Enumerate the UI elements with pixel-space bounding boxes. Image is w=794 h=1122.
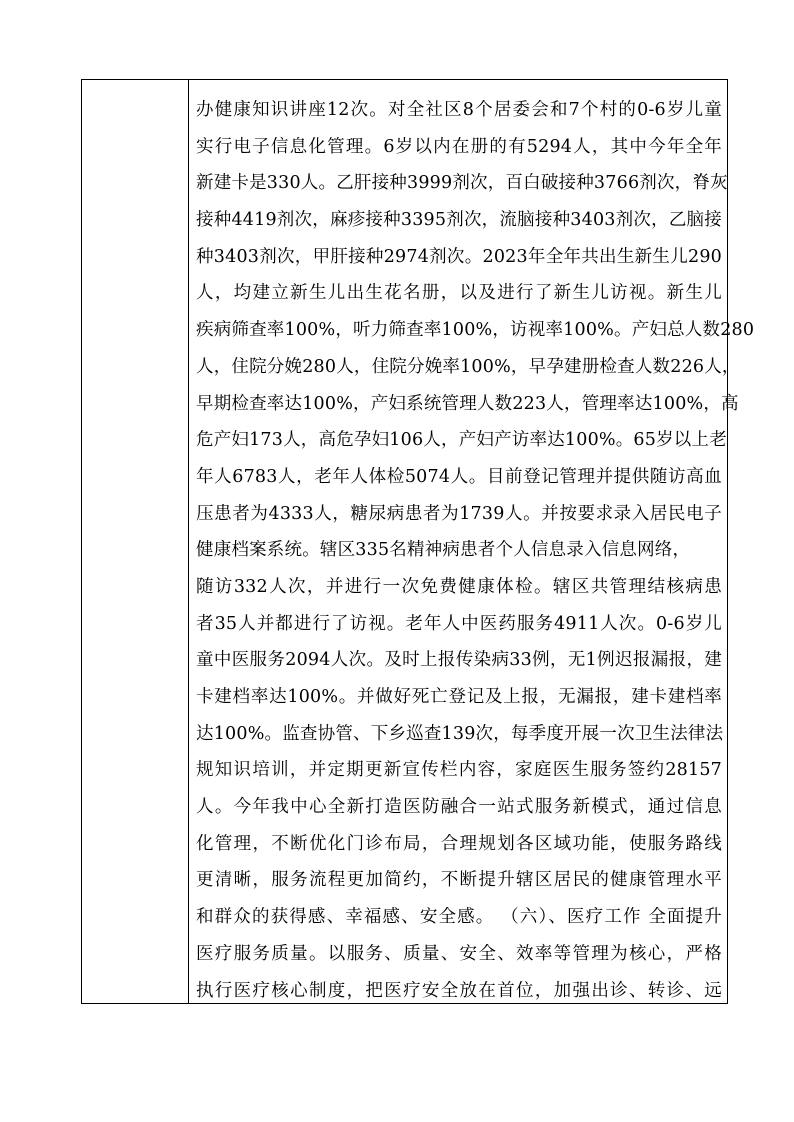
text-line: 种3403剂次，甲肝接种2974剂次。2023年全年共出生新生儿290 — [196, 246, 722, 267]
text-line: 人，住院分娩280人，住院分娩率100%，早孕建册检查人数226人， — [196, 356, 740, 377]
text-line: 医疗服务质量。以服务、质量、安全、效率等管理为核心，严格 — [196, 943, 722, 964]
text-line: 早期检查率达100%，产妇系统管理人数223人，管理率达100%，高 — [196, 393, 739, 414]
text-line: 童中医服务2094人次。及时上报传染病33例，无1例迟报漏报，建 — [196, 650, 722, 671]
text-line: 化管理，不断优化门诊布局，合理规划各区域功能，使服务路线 — [196, 833, 722, 854]
text-line: 办健康知识讲座12次。对全社区8个居委会和7个村的0-6岁儿童 — [196, 100, 722, 120]
text-line: 人，均建立新生儿出生花名册，以及进行了新生儿访视。新生儿 — [196, 283, 722, 304]
text-line: 人。今年我中心全新打造医防融合一站式服务新模式，通过信息 — [196, 797, 722, 818]
text-line: 疾病筛查率100%，听力筛查率100%，访视率100%。产妇总人数280 — [196, 320, 755, 341]
text-line: 随访332人次，并进行一次免费健康体检。辖区共管理结核病患 — [196, 576, 722, 597]
text-line: 更清晰，服务流程更加简约，不断提升辖区居民的健康管理水平 — [196, 870, 722, 891]
text-line: 健康档案系统。辖区335名精神病患者个人信息录入信息网络， — [196, 540, 691, 561]
content-cell — [196, 92, 755, 1009]
text-line: 达100%。监查协管、下乡巡查139次，每季度开展一次卫生法律法 — [196, 723, 724, 744]
text-line: 规知识培训，并定期更新宣传栏内容，家庭医生服务签约28157 — [196, 760, 722, 781]
text-line: 者35人并都进行了访视。老年人中医药服务4911人次。0-6岁儿 — [196, 613, 722, 634]
column-divider — [188, 80, 189, 1003]
text-line: 接种4419剂次，麻疹接种3395剂次，流脑接种3403剂次，乙脑接 — [196, 210, 722, 231]
text-line: 卡建档率达100%。并做好死亡登记及上报，无漏报，建卡建档率 — [196, 687, 722, 707]
text-line: 年人6783人，老年人体检5074人。目前登记管理并提供随访高血 — [196, 466, 722, 487]
text-line: 和群众的获得感、幸福感、安全感。 （六）、医疗工作 全面提升 — [196, 907, 722, 928]
text-line: 执行医疗核心制度，把医疗安全放在首位，加强出诊、转诊、远 — [196, 980, 722, 1001]
text-line: 新建卡是330人。乙肝接种3999剂次，百白破接种3766剂次，脊灰 — [196, 173, 728, 194]
text-line: 实行电子信息化管理。6岁以内在册的有5294人，其中今年全年 — [196, 136, 722, 157]
text-line: 危产妇173人，高危孕妇106人，产妇产访率达100%。65岁以上老 — [196, 430, 727, 451]
text-line: 压患者为4333人，糖尿病患者为1739人。并按要求录入居民电子 — [196, 503, 722, 524]
table-frame — [81, 79, 755, 1004]
